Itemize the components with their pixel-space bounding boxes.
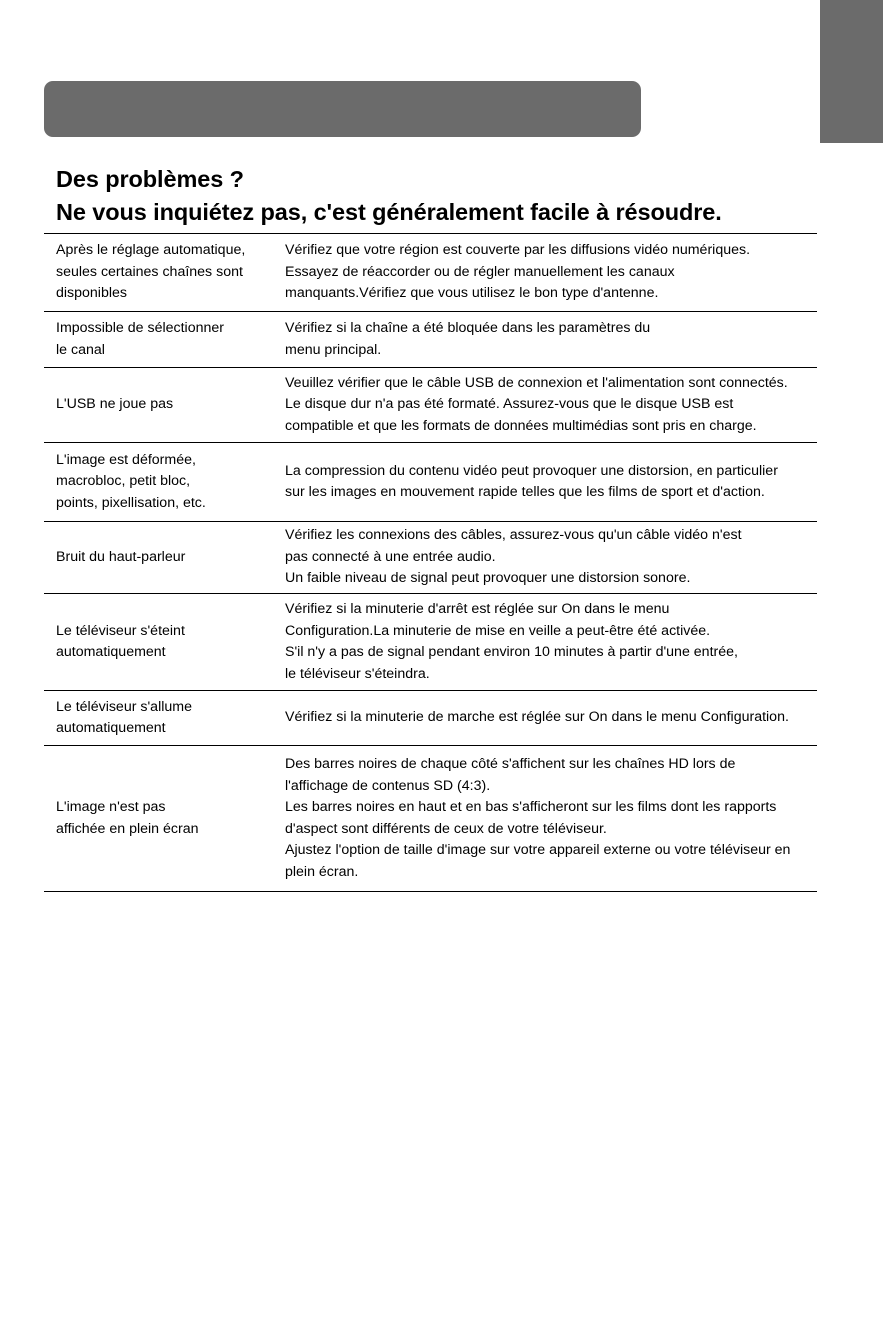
problem-cell: Après le réglage automatique, seules certaines chaînes sont disponibles: [56, 242, 246, 302]
table-row: [44, 443, 817, 522]
table-row: [44, 312, 817, 368]
solution-cell: La compression du contenu vidéo peut provoquer une distorsion, en particulier sur les images en mouvement rapide telles que les films de sport et d'action.: [285, 462, 778, 500]
solution-cell: Vérifiez les connexions des câbles, assurez-vous qu'un câble vidéo n'est pas connecté à une entrée audio. Un faible niveau de signal peut provoquer une distorsion sonore.: [285, 527, 742, 587]
table-row: [44, 522, 817, 594]
table-row: [44, 234, 817, 312]
side-chapter-tab: [820, 0, 883, 143]
solution-cell: Vérifiez si la minuterie d'arrêt est réglée sur On dans le menu Configuration.La minuterie de mise en veille a peut-être été activée. S'il n'y a pas de signal pendant environ 10 minutes à partir d'une entrée, le téléviseur s'éteindra.: [285, 601, 738, 682]
heading-line-2: Ne vous inquiétez pas, c'est généralement facile à résoudre.: [56, 199, 722, 225]
solution-cell: Vérifiez que votre région est couverte par les diffusions vidéo numériques. Essayez de réaccorder ou de régler manuellement les canaux manquants.Vérifiez que vous utilisez le bon type d'antenne.: [285, 242, 751, 302]
table-row: [44, 691, 817, 746]
problem-cell: L'USB ne joue pas: [56, 396, 174, 413]
section-header-bar: [44, 81, 641, 137]
solution-cell: Vérifiez si la minuterie de marche est réglée sur On dans le menu Configuration.: [285, 709, 789, 726]
table-row: [44, 368, 817, 443]
solution-cell: Vérifiez si la chaîne a été bloquée dans les paramètres du menu principal.: [285, 320, 651, 358]
table-row: [44, 746, 817, 892]
problem-cell: L'image n'est pas affichée en plein écran: [56, 799, 199, 837]
problem-cell: Bruit du haut-parleur: [56, 548, 186, 565]
solution-cell: Veuillez vérifier que le câble USB de connexion et l'alimentation sont connectés. Le disque dur n'a pas été formaté. Assurez-vous que le disque USB est compatible et que les formats de données multimédias sont pris en charge.: [285, 374, 788, 434]
solution-cell: Des barres noires de chaque côté s'affichent sur les chaînes HD lors de l'affichage de contenus SD (4:3). Les barres noires en haut et en bas s'afficheront sur les films dont les rapports d'aspect sont différents de ceux de votre téléviseur. Ajustez l'option de taille d'image sur votre appareil externe ou votre téléviseur en plein écran.: [285, 756, 791, 880]
troubleshooting-table: [44, 233, 817, 892]
heading-line-1: Des problèmes ?: [56, 166, 244, 192]
problem-cell: L'image est déformée, macrobloc, petit bloc, points, pixellisation, etc.: [56, 451, 206, 511]
table-row: [44, 594, 817, 691]
problem-cell: Le téléviseur s'éteint automatiquement: [56, 622, 185, 660]
page-heading: [56, 163, 722, 229]
problem-cell: Impossible de sélectionner le canal: [56, 320, 224, 358]
problem-cell: Le téléviseur s'allume automatiquement: [56, 698, 192, 736]
